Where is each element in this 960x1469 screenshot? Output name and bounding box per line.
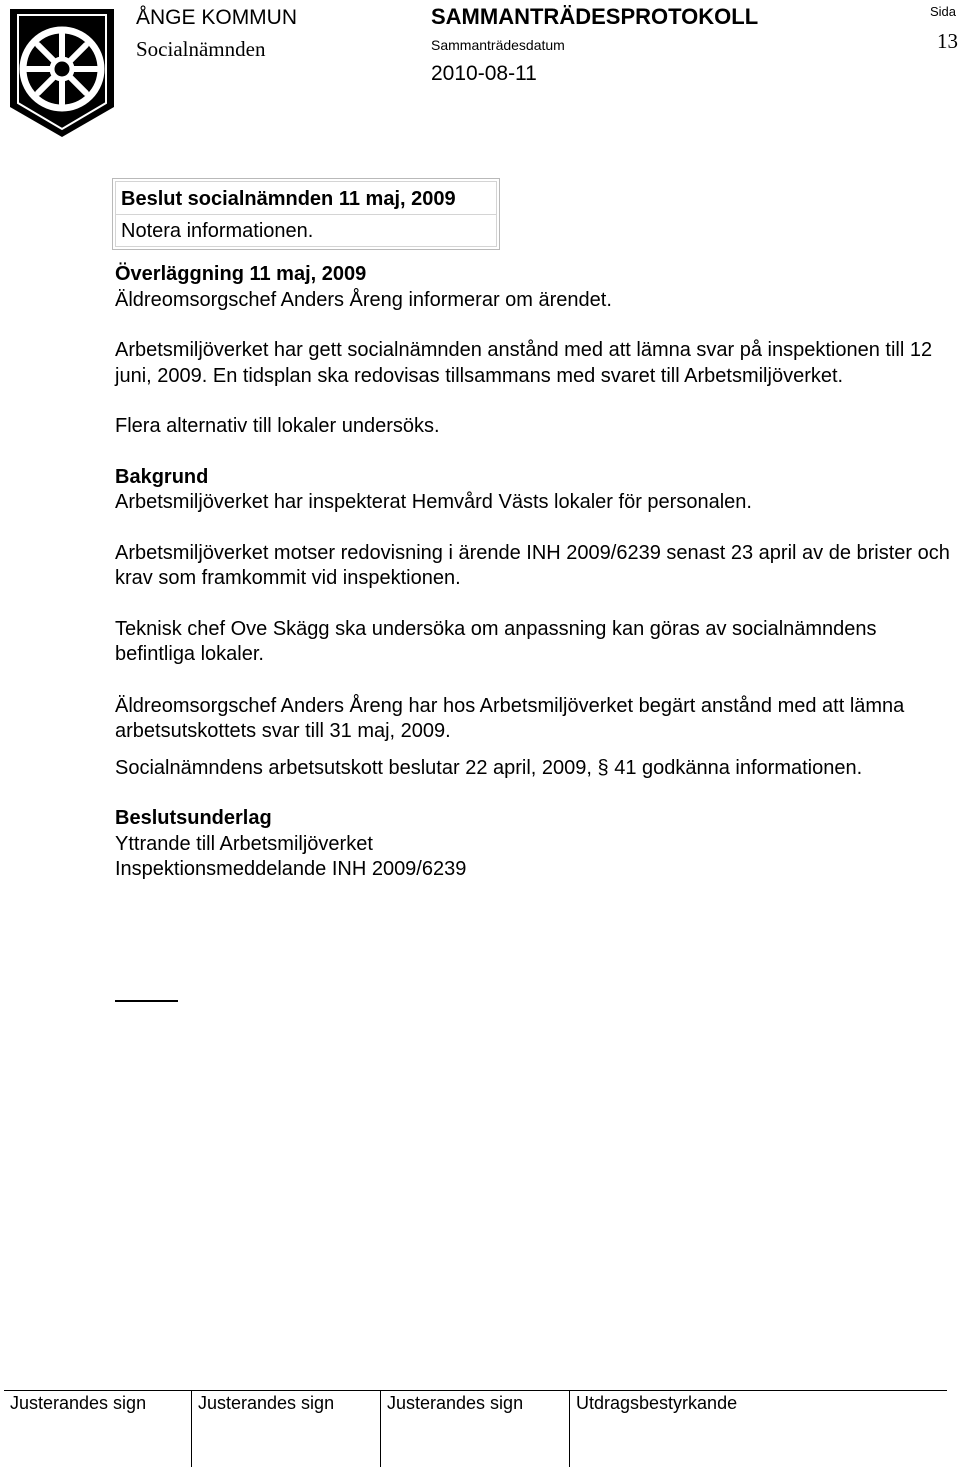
background-intro: Arbetsmiljöverket har inspekterat Hemvård Västs lokaler för personalen.: [115, 491, 752, 513]
signature-cell-certification: Utdragsbestyrkande: [576, 1393, 738, 1413]
background-heading: Bakgrund: [115, 465, 209, 488]
deliberation-heading: Överläggning 11 maj, 2009: [115, 263, 367, 285]
end-rule: [115, 1000, 178, 1002]
signature-cell-adjuster: Justerandes sign: [387, 1393, 524, 1413]
signature-divider: [191, 1391, 192, 1467]
meeting-date-label: Sammanträdesdatum: [431, 37, 565, 53]
signature-divider: [569, 1391, 570, 1467]
basis-heading: Beslutsunderlag: [115, 807, 272, 829]
decision-box: [112, 178, 500, 250]
signature-cell-adjuster: Justerandes sign: [10, 1393, 147, 1413]
basis-item: Yttrande till Arbetsmiljöverket: [115, 832, 373, 855]
signature-cell-adjuster: Justerandes sign: [198, 1393, 335, 1413]
paragraph-alternatives: Flera alternativ till lokaler undersöks.: [115, 415, 440, 437]
decision-text: Notera informationen.: [121, 220, 314, 242]
document-type-title: SAMMANTRÄDESPROTOKOLL: [431, 4, 759, 29]
deliberation-intro: Äldreomsorgschef Anders Åreng informerar om ärendet.: [115, 288, 612, 311]
department-name: Socialnämnden: [136, 37, 266, 61]
decision-title: Beslut socialnämnden 11 maj, 2009: [116, 182, 496, 215]
page-number: 13: [937, 29, 958, 53]
paragraph-technical-chief: Teknisk chef Ove Skägg ska undersöka om anpassning kan göras av socialnämndens befintliga lokaler.: [115, 617, 877, 665]
basis-item: Inspektionsmeddelande INH 2009/6239: [115, 858, 467, 880]
paragraph-respite-request: Äldreomsorgschef Anders Åreng har hos Arbetsmiljöverket begärt anstånd med att lämna arbetsutskottets svar till 31 maj, 2009.: [115, 694, 905, 742]
signature-table-top-border: [4, 1390, 947, 1391]
ange-kommun-logo-icon: [8, 7, 116, 139]
organization-name: ÅNGE KOMMUN: [136, 6, 298, 29]
paragraph-respite: Arbetsmiljöverket har gett socialnämnden anstånd med att lämna svar på inspektionen till 12 juni, 2009. En tidsplan ska redovisas tillsammans med svaret till Arbetsmiljöverket.: [115, 339, 933, 387]
page-label: Sida: [930, 4, 957, 19]
meeting-date: 2010-08-11: [431, 62, 537, 85]
paragraph-committee-decision: Socialnämndens arbetsutskott beslutar 22 april, 2009, § 41 godkänna informationen.: [115, 756, 863, 779]
minutes-body: [115, 262, 955, 883]
paragraph-report-requirement: Arbetsmiljöverket motser redovisning i ärende INH 2009/6239 senast 23 april av de brister och krav som framkommit vid inspektionen.: [115, 541, 950, 589]
signature-divider: [380, 1391, 381, 1467]
